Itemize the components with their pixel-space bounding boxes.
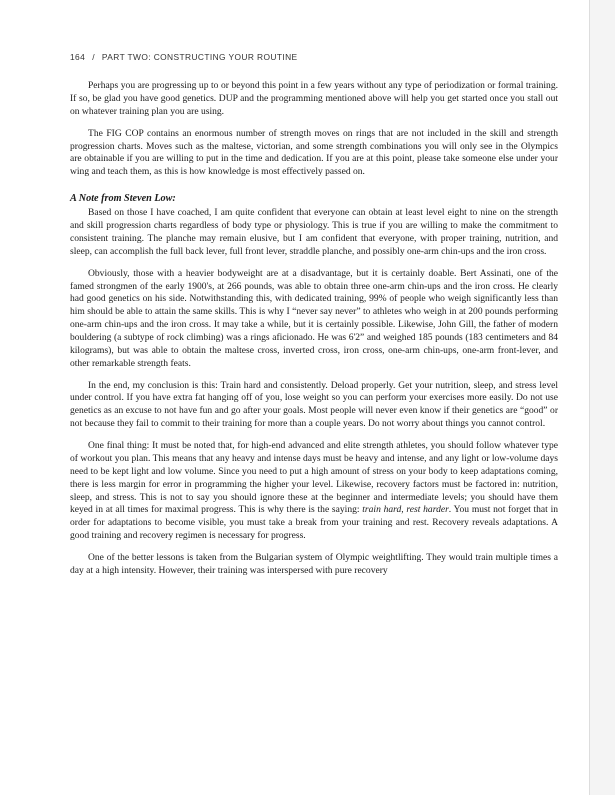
final-text-part1: One final thing: It must be noted that, for high-end advanced and elite strength athletes, you should follow whatever type of workout you plan. This means that any heavy and intense days must be heavy and intense, and any light or low-volume days need to be kept light and low volume. Since you need to put a high amount of stress on your body to keep adaptations coming, there is less margin for error in programming the higher your level. Likewise, recovery factors must be factored in: nutrition, sleep, and stress. This is not to say you should ignore these at the beginner and intermediate levels; you should have them keyed in at all times for maximal progress. This is why there is the saying: (70, 440, 558, 516)
final-text-part2: . You must not forget that in order for adaptations to become visible, you must take a break from your training and rest. Recovery reveals adaptations. A good training and recovery regimen is necessary for progress. (70, 504, 558, 542)
paragraph: Perhaps you are progressing up to or beyond this point in a few years without any type of periodization or formal training. If so, be glad you have good genetics. DUP and the programming mentioned above will help you get started once you stall out on whatever training plan you are using. (70, 80, 558, 117)
paragraph: One of the better lessons is taken from the Bulgarian system of Olympic weightlifting. They would train multiple times a day at a high intensity. However, their training was interspersed with pure recovery (70, 552, 558, 576)
header-separator: / (92, 52, 95, 62)
note-heading: A Note from Steven Low: (70, 193, 176, 205)
paragraph: Obviously, those with a heavier bodyweight are at a disadvantage, but it is certainly doable. Bert Assinati, one of the famed strongmen of the early 1900's, at 266 pounds, was able to obtain three one-arm chin-ups and the iron cross. He clearly had good genetics on his side. Notwithstanding this, with dedicated training, 99% of people who weigh significantly less than him should be able to attain the same skills. This is why I “never say never” to athletes who weigh in at 200 pounds performing one-arm chin-ups and the iron cross. It may take a while, but it is certainly possible. Likewise, John Gill, the father of modern bouldering (a subtype of rock climbing) was a rings aficionado. He was 6'2” and weighed 185 pounds (183 centimeters and 84 kilograms), but was able to obtain the maltese cross, inverted cross, iron cross, one-arm chin-ups, one-arm front-lever, and other remarkable strength feats. (70, 267, 558, 369)
page-number: 164 (70, 52, 86, 62)
paragraph-final-thing (70, 440, 558, 543)
paragraph: The FIG COP contains an enormous number of strength moves on rings that are not included in the skill and strength progression charts. Moves such as the maltese, victorian, and some strength combinations you will only see in the Olympics are obtainable if you are willing to put in the time and dedication. If you are at this point, please take someone else under your wing and teach them, as this is how knowledge is most effectively passed on. (70, 127, 558, 178)
section-title: PART TWO: CONSTRUCTING YOUR ROUTINE (101, 52, 298, 62)
page-edge (589, 0, 615, 795)
saying-italic: train hard, rest harder (362, 504, 449, 516)
running-header (70, 52, 298, 62)
paragraph: Based on those I have coached, I am quite confident that everyone can obtain at least level eight to nine on the strength and skill progression charts regardless of body type or physiology. This is true if you are willing to make the commitment to consistent training. The planche may remain elusive, but I am confident that everyone, with proper training, nutrition, and sleep, can accomplish the full back lever, full front lever, straddle planche, and possibly one-arm chin-ups and the iron cross. (70, 207, 558, 257)
paragraph: In the end, my conclusion is this: Train hard and consistently. Deload properly. Get your nutrition, sleep, and stress level under control. If you have extra fat hanging off of you, lose weight so you can perform your exercises more easily. Do not use genetics as an excuse to not have fun and go after your goals. Most people will never even know if their genetics are “good” or not because they fail to commit to their training for more than a couple years. Do not worry about things you cannot control. (70, 379, 558, 430)
body-text (70, 80, 558, 587)
